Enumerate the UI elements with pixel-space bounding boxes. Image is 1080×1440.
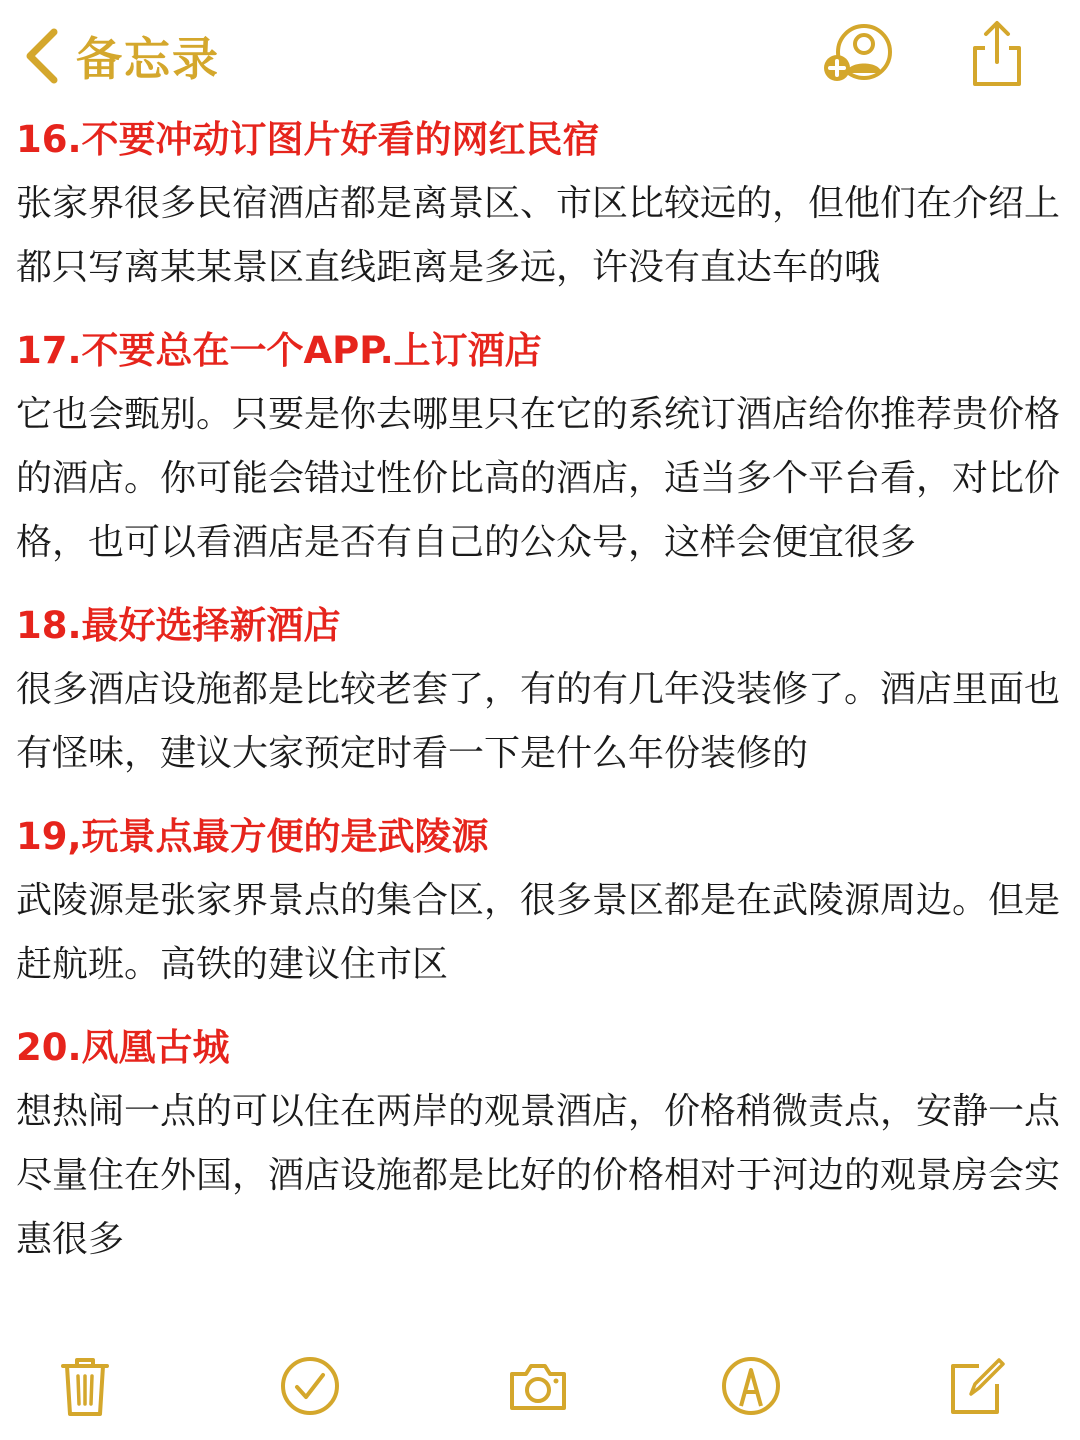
section-body: 张家界很多民宿酒店都是离景区、市区比较远的，但他们在介绍上都只写离某某景区直线距离是多远，许没有直达车的哦	[16, 183, 1061, 288]
section-heading: 19,玩景点最方便的是武陵源	[16, 815, 489, 858]
note-section-16	[16, 108, 1066, 300]
checklist-icon[interactable]	[278, 1354, 342, 1418]
chevron-left-icon	[22, 27, 62, 85]
note-section-17	[16, 319, 1066, 575]
section-body: 它也会甄别。只要是你去哪里只在它的系统订酒店给你推荐贵价格的酒店。你可能会错过性价比高的酒店，适当多个平台看，对比价格，也可以看酒店是否有自己的公众号，这样会便宜很多	[16, 394, 1061, 563]
section-heading: 18.最好选择新酒店	[16, 604, 341, 647]
add-person-icon[interactable]	[820, 20, 900, 86]
trash-icon[interactable]	[53, 1354, 117, 1418]
compose-icon[interactable]	[945, 1354, 1009, 1418]
back-button[interactable]	[22, 24, 220, 88]
note-content[interactable]	[16, 108, 1066, 1291]
bottom-toolbar	[0, 1340, 1080, 1440]
note-section-20	[16, 1016, 1066, 1272]
note-section-18	[16, 594, 1066, 786]
section-heading: 16.不要冲动订图片好看的网红民宿	[16, 118, 600, 161]
note-section-19	[16, 805, 1066, 997]
section-body: 想热闹一点的可以住在两岸的观景酒店，价格稍微责点，安静一点尽量住在外国，酒店设施都是比好的价格相对于河边的观景房会实惠很多	[16, 1091, 1061, 1260]
section-body: 武陵源是张家界景点的集合区，很多景区都是在武陵源周边。但是赶航班。高铁的建议住市区	[16, 880, 1061, 985]
section-heading: 17.不要总在一个APP.上订酒店	[16, 329, 542, 372]
camera-icon[interactable]	[506, 1354, 570, 1418]
markup-icon[interactable]	[719, 1354, 783, 1418]
back-label: 备忘录	[76, 32, 220, 86]
section-heading: 20.凤凰古城	[16, 1026, 230, 1069]
share-icon[interactable]	[966, 18, 1028, 90]
navigation-bar	[0, 0, 1080, 112]
section-body: 很多酒店设施都是比较老套了，有的有几年没装修了。酒店里面也有怪味，建议大家预定时看一下是什么年份装修的	[16, 669, 1061, 774]
